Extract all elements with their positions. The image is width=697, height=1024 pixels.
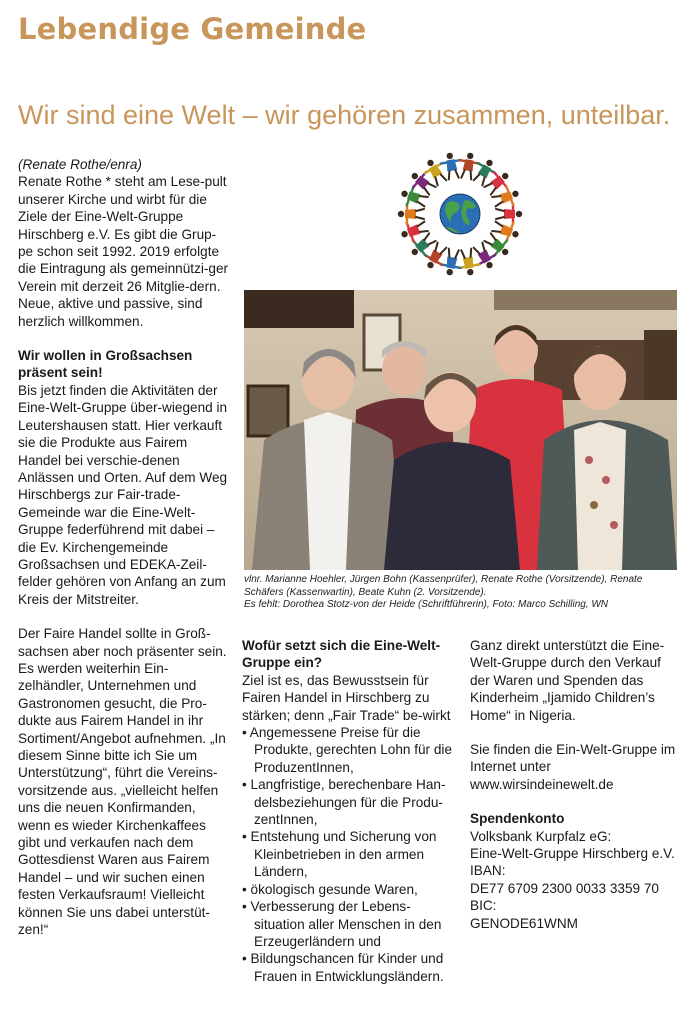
- subheading-donation: Spendenkonto: [470, 811, 565, 827]
- column-right: [470, 637, 684, 932]
- list-item: • Entstehung und Sicherung von Kleinbetrieben in den armen Ländern,: [242, 828, 456, 880]
- paragraph-activities: Bis jetzt finden die Aktivitäten der Eine-Welt-Gruppe über-wiegend in Leutershausen statt. Hier verkauft sie die Produkte aus Fairem Handel bei verschie-denen Anlässen und Orten. Auf dem Weg Hirschbergs zur Fair-trade-Gemeinde war die Eine-Welt-Gruppe federführend mit dabei – die Ev. Kirchengemeinde Großsachsen und EDEKA-Zeil-felder gehören von Anfang an zum Kreis der Mitstreiter.: [18, 382, 228, 607]
- intro-paragraph: Renate Rothe * steht am Lese-pult unserer Kirche und wirbt für die Ziele der Eine-Welt-Gruppe Hirschberg e.V. Es gibt die Grup-pe schon seit 1992. 2019 erfolgte die Eintragung als gemeinnützi-ger Verein mit derzeit 26 Mitglie-dern. Neue, aktive und passive, sind herzlich willkommen.: [18, 174, 229, 329]
- paragraph-childrens-home: Ganz direkt unterstützt die Eine-Welt-Gruppe durch den Verkauf der Waren und Spenden das Kinderheim „Ijamido Children’s Home“ in Nigeria.: [470, 638, 665, 723]
- list-item: • Angemessene Preise für die Produkte, gerechten Lohn für die ProduzentInnen,: [242, 724, 456, 776]
- one-world-logo: [385, 143, 535, 285]
- bic-value: GENODE61WNM: [470, 915, 579, 931]
- iban-value: DE77 6709 2300 0033 3359 70: [470, 880, 659, 896]
- goals-list: [242, 724, 456, 985]
- list-item: • Langfristige, berechenbare Han-delsbeziehungen für die Produ-zentInnen,: [242, 776, 456, 828]
- subheading-grosssachsen: Wir wollen in Großsachsen präsent sein!: [18, 348, 193, 381]
- caption-names: vlnr. Marianne Hoehler, Jürgen Bohn (Kassenprüfer), Renate Rothe (Vorsitzende), Renate Schäfers (Kassenwartin), Beate Kuhn (2. Vorsitzende).: [244, 574, 643, 598]
- website-link[interactable]: www.wirsindeinewelt.de: [470, 776, 614, 792]
- person-figure-icon: [398, 204, 424, 224]
- list-item: • Verbesserung der Lebens-situation aller Menschen in den Erzeugerländern und: [242, 898, 456, 950]
- globe-icon: [440, 194, 480, 234]
- person-figure-icon: [496, 204, 522, 224]
- list-item: • ökologisch gesunde Waren,: [242, 881, 456, 898]
- article-headline: Wir sind eine Welt – wir gehören zusammen, unteilbar.: [18, 100, 671, 130]
- group-photo: [244, 290, 677, 570]
- bank-name: Volksbank Kurpfalz eG:: [470, 828, 612, 844]
- section-title: Lebendige Gemeinde: [18, 12, 367, 46]
- paragraph-fair-trade-appeal: Der Faire Handel sollte in Groß-sachsen aber noch präsenter sein. Es werden weiterhin Ein-zelhändler, Unternehmen und Gastronomen gesucht, die Pro-dukte aus Fairem Handel in ihr Sortiment/Angebot aufnehmen. „In diesem Sinne bitte ich Sie um Unterstützung“, führt die Vereins-vorsitzende aus. „vielleicht helfen uns die neuen Konfirmanden, wenn es wieder Kirchenkaffees gibt und verkaufen nach dem Gottesdienst Waren aus Fairem Handel – und wir suchen einen festen Verkaufsraum! Vielleicht können Sie uns dabei unterstüt-zen!“: [18, 626, 227, 938]
- column-left: [18, 156, 230, 938]
- photo-caption: [244, 574, 684, 612]
- list-item: • Bildungschancen für Kinder und Frauen in Entwicklungsländern.: [242, 950, 456, 985]
- caption-missing-photographer: Es fehlt: Dorothea Stotz-von der Heide (Schriftführerin), Foto: Marco Schilling, WN: [244, 599, 609, 610]
- iban-label: IBAN:: [470, 863, 506, 879]
- column-middle: [242, 637, 456, 985]
- paragraph-internet: Sie finden die Ein-Welt-Gruppe im Internet unter: [470, 742, 676, 775]
- account-holder: Eine-Welt-Gruppe Hirschberg e.V.: [470, 846, 675, 862]
- bic-label: BIC:: [470, 898, 497, 914]
- goals-intro: Ziel ist es, das Bewusstsein für Fairen Handel in Hirschberg zu stärken; denn „Fair Trade“ be-wirkt: [242, 672, 451, 723]
- byline: (Renate Rothe/enra): [18, 157, 142, 172]
- subheading-goals: Wofür setzt sich die Eine-Welt-Gruppe ein?: [242, 638, 441, 671]
